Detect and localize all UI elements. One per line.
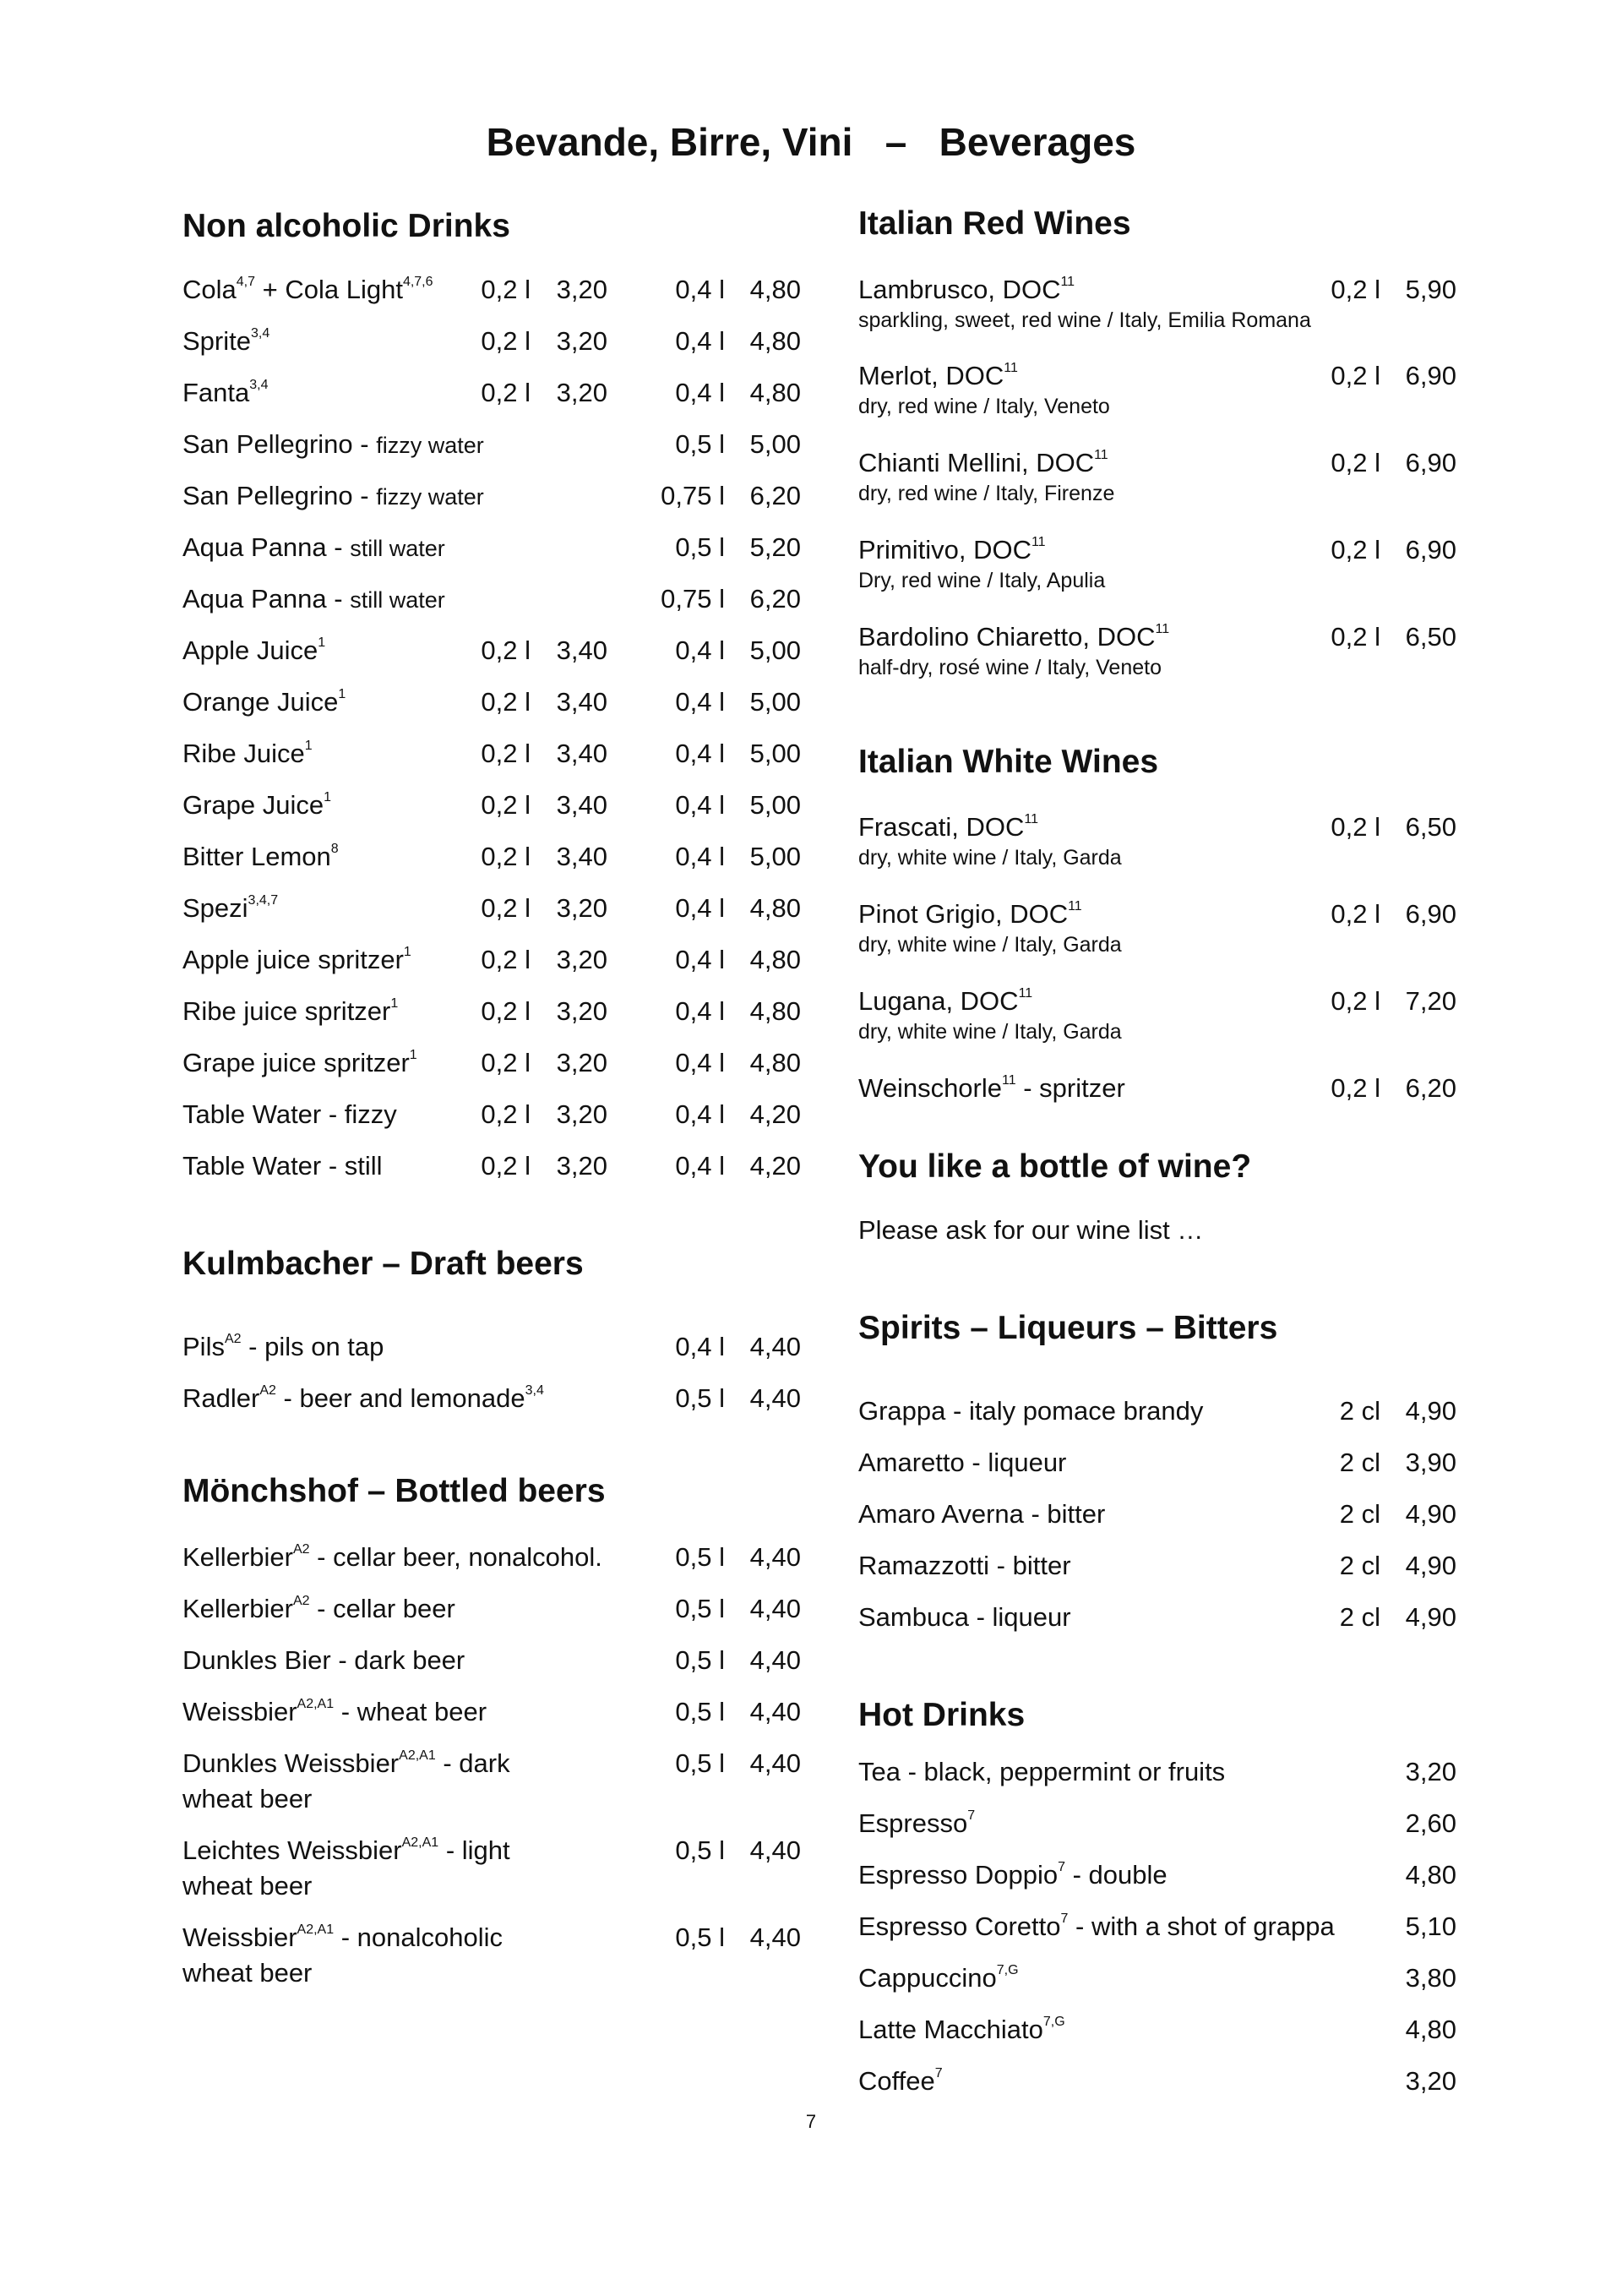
item-price: 6,90 (1405, 361, 1456, 390)
wine-list-note: Please ask for our wine list … (858, 1215, 1204, 1245)
menu-item (182, 1330, 808, 1371)
menu-item (182, 1834, 808, 1910)
item-description: dry, red wine / Italy, Firenze (858, 482, 1115, 505)
item-name-continued: wheat beer (182, 1958, 313, 1988)
item-price: 4,40 (749, 1645, 801, 1675)
item-name: Kellerbier$^{A2}$ - cellar beer, nonalcohol. (182, 1542, 602, 1572)
item-price-small: 3,20 (556, 996, 607, 1026)
menu-item (858, 533, 1467, 601)
item-capacity: 2 cl (1339, 1448, 1380, 1477)
item-name: Ribe Juice$^1$ (182, 739, 313, 768)
item-name: Weissbier$^{A2,A1}$ - nonalcoholic (182, 1922, 503, 1952)
item-price: 4,40 (749, 1594, 801, 1623)
item-price: 4,40 (749, 1697, 801, 1726)
item-price-large: 4,80 (749, 996, 801, 1026)
item-price: 6,20 (749, 481, 801, 510)
item-description: dry, white wine / Italy, Garda (858, 846, 1122, 870)
item-capacity: 0,2 l (1331, 899, 1380, 929)
item-price-small: 3,40 (556, 739, 607, 768)
item-capacity-small: 0,2 l (481, 945, 531, 974)
item-capacity: 0,2 l (1331, 361, 1380, 390)
item-capacity: 0,4 l (675, 1332, 725, 1361)
menu-item (182, 1592, 808, 1633)
menu-item (858, 1910, 1467, 1950)
item-capacity-large: 0,4 l (675, 790, 725, 820)
item-name: Orange Juice$^1$ (182, 687, 346, 717)
item-price-large: 4,80 (749, 378, 801, 407)
item-price: 3,20 (1405, 1757, 1456, 1786)
item-name: Grappa - italy pomace brandy (858, 1396, 1204, 1426)
menu-item (182, 479, 808, 520)
item-name: Frascati, DOC$^{11}$ (858, 812, 1038, 842)
item-price-large: 5,00 (749, 842, 801, 871)
item-capacity-small: 0,2 l (481, 739, 531, 768)
item-price-small: 3,20 (556, 378, 607, 407)
item-capacity: 2 cl (1339, 1499, 1380, 1529)
item-capacity: 0,5 l (675, 532, 725, 562)
item-name: Espresso$^7$ (858, 1808, 976, 1838)
item-name: Grape juice spritzer$^1$ (182, 1048, 417, 1077)
menu-item (858, 2064, 1467, 2105)
item-name: Coffee$^7$ (858, 2066, 943, 2096)
menu-item (858, 897, 1467, 965)
item-description: Dry, red wine / Italy, Apulia (858, 569, 1106, 592)
item-name: Fanta$^{3,4}$ (182, 378, 269, 407)
menu-item (858, 1497, 1467, 1538)
menu-item (182, 737, 808, 777)
menu-item (858, 1858, 1467, 1899)
menu-item (858, 359, 1467, 427)
menu-item (182, 685, 808, 726)
item-price: 6,50 (1405, 812, 1456, 842)
item-capacity-large: 0,4 l (675, 893, 725, 923)
section-title-non-alcoholic: Non alcoholic Drinks (182, 208, 510, 244)
item-name: Tea - black, peppermint or fruits (858, 1757, 1226, 1786)
item-name: Espresso Doppio$^7$ - double (858, 1860, 1168, 1890)
menu-item (182, 943, 808, 984)
item-capacity-small: 0,2 l (481, 842, 531, 871)
item-price-large: 4,80 (749, 945, 801, 974)
item-capacity: 0,2 l (1331, 1073, 1380, 1103)
item-capacity: 2 cl (1339, 1396, 1380, 1426)
item-description: dry, white wine / Italy, Garda (858, 1020, 1122, 1044)
item-capacity-large: 0,4 l (675, 739, 725, 768)
item-capacity-small: 0,2 l (481, 378, 531, 407)
item-name: Spezi$^{3,4,7}$ (182, 893, 279, 923)
item-description: dry, white wine / Italy, Garda (858, 933, 1122, 957)
menu-item (858, 810, 1467, 878)
item-name: Primitivo, DOC$^{11}$ (858, 535, 1046, 564)
menu-item (182, 1541, 808, 1581)
item-capacity-small: 0,2 l (481, 635, 531, 665)
item-name: Latte Macchiato$^{7,G}$ (858, 2015, 1065, 2044)
menu-item (182, 376, 808, 417)
page-number: 7 (805, 2111, 817, 2132)
item-price: 4,40 (749, 1835, 801, 1865)
item-price-large: 4,20 (749, 1151, 801, 1181)
item-capacity: 0,5 l (675, 1594, 725, 1623)
menu-item (182, 840, 808, 881)
menu-item (182, 273, 808, 314)
item-name: Amaretto - liqueur (858, 1448, 1067, 1477)
item-capacity-large: 0,4 l (675, 635, 725, 665)
item-name: Bardolino Chiaretto, DOC$^{11}$ (858, 622, 1170, 652)
item-capacity-small: 0,2 l (481, 326, 531, 356)
item-capacity: 0,5 l (675, 1748, 725, 1778)
item-capacity: 0,5 l (675, 429, 725, 459)
item-price-large: 4,80 (749, 893, 801, 923)
item-price-small: 3,20 (556, 275, 607, 304)
item-capacity: 0,2 l (1331, 986, 1380, 1016)
item-price: 3,20 (1405, 2066, 1456, 2096)
item-price-small: 3,20 (556, 1151, 607, 1181)
item-name: Espresso Coretto$^7$ - with a shot of grappa (858, 1912, 1335, 1941)
menu-item (182, 1921, 808, 1997)
item-capacity-large: 0,4 l (675, 1151, 725, 1181)
item-name: Weinschorle$^{11}$ - spritzer (858, 1073, 1125, 1103)
item-price: 4,80 (1405, 1860, 1456, 1890)
item-name-continued: wheat beer (182, 1784, 313, 1813)
item-price-small: 3,40 (556, 635, 607, 665)
section-title-hot-drinks: Hot Drinks (858, 1697, 1026, 1733)
item-capacity: 0,2 l (1331, 812, 1380, 842)
item-price: 5,20 (749, 532, 801, 562)
section-title-bottled-beers: Mönchshof – Bottled beers (182, 1473, 606, 1509)
item-capacity-small: 0,2 l (481, 996, 531, 1026)
item-name: Merlot, DOC$^{11}$ (858, 361, 1018, 390)
item-name: Grape Juice$^1$ (182, 790, 332, 820)
menu-item (858, 273, 1467, 341)
item-capacity: 0,5 l (675, 1383, 725, 1413)
item-price: 6,90 (1405, 535, 1456, 564)
item-capacity-large: 0,4 l (675, 996, 725, 1026)
item-name: Radler$^{A2}$ - beer and lemonade$^{3,4}$ (182, 1383, 544, 1413)
item-price: 4,90 (1405, 1396, 1456, 1426)
item-name: Dunkles Weissbier$^{A2,A1}$ - dark (182, 1748, 510, 1778)
menu-item (858, 1755, 1467, 1796)
item-capacity-large: 0,4 l (675, 378, 725, 407)
item-price-large: 4,80 (749, 1048, 801, 1077)
page-title: Bevande, Birre, Vini – Beverages (486, 120, 1136, 164)
item-price-small: 3,40 (556, 842, 607, 871)
section-title-white-wines: Italian White Wines (858, 744, 1159, 780)
menu-item (182, 582, 808, 623)
menu-item (182, 634, 808, 674)
item-price: 6,90 (1405, 899, 1456, 929)
item-name: Sambuca - liqueur (858, 1602, 1071, 1632)
item-name: Apple juice spritzer$^1$ (182, 945, 411, 974)
item-name: Apple Juice$^1$ (182, 635, 326, 665)
item-name: Sprite$^{3,4}$ (182, 326, 270, 356)
item-price: 4,90 (1405, 1551, 1456, 1580)
item-capacity: 0,2 l (1331, 275, 1380, 304)
item-price-large: 5,00 (749, 739, 801, 768)
menu-item (182, 1747, 808, 1823)
menu-item (858, 1807, 1467, 1847)
menu-item (182, 1046, 808, 1087)
item-price-small: 3,20 (556, 1099, 607, 1129)
item-capacity-small: 0,2 l (481, 1151, 531, 1181)
item-name: Ribe juice spritzer$^1$ (182, 996, 399, 1026)
menu-item (182, 531, 808, 571)
menu-item (858, 1446, 1467, 1486)
item-capacity-large: 0,4 l (675, 1048, 725, 1077)
item-capacity-small: 0,2 l (481, 687, 531, 717)
menu-item (858, 1549, 1467, 1590)
menu-item (858, 2013, 1467, 2053)
item-price: 6,20 (1405, 1073, 1456, 1103)
item-price-large: 4,80 (749, 326, 801, 356)
item-capacity-small: 0,2 l (481, 893, 531, 923)
item-description: sparkling, sweet, red wine / Italy, Emilia Romana (858, 308, 1311, 332)
section-title-spirits: Spirits – Liqueurs – Bitters (858, 1310, 1278, 1346)
item-capacity-small: 0,2 l (481, 275, 531, 304)
item-price-small: 3,20 (556, 1048, 607, 1077)
menu-item (182, 1098, 808, 1138)
item-price-small: 3,20 (556, 945, 607, 974)
item-name: Table Water - fizzy (182, 1099, 397, 1129)
item-name: Table Water - still (182, 1151, 383, 1181)
item-capacity: 0,75 l (661, 584, 725, 614)
item-price: 6,90 (1405, 448, 1456, 477)
item-price-large: 4,20 (749, 1099, 801, 1129)
item-price: 4,80 (1405, 2015, 1456, 2044)
item-name: San Pellegrino - fizzy water (182, 429, 484, 459)
item-capacity-small: 0,2 l (481, 1048, 531, 1077)
item-price-large: 5,00 (749, 635, 801, 665)
item-name: Amaro Averna - bitter (858, 1499, 1106, 1529)
item-price: 4,90 (1405, 1602, 1456, 1632)
item-name: Cola$^{4,7}$ + Cola Light$^{4,7,6}$ (182, 275, 433, 304)
item-price-large: 4,80 (749, 275, 801, 304)
section-title-red-wines: Italian Red Wines (858, 205, 1131, 242)
item-name: Pils$^{A2}$ - pils on tap (182, 1332, 384, 1361)
section-title-draft-beers: Kulmbacher – Draft beers (182, 1246, 584, 1282)
item-name-continued: wheat beer (182, 1871, 313, 1901)
item-name: San Pellegrino - fizzy water (182, 481, 484, 510)
item-price: 4,40 (749, 1383, 801, 1413)
item-name: Lugana, DOC$^{11}$ (858, 986, 1033, 1016)
menu-item (858, 984, 1467, 1052)
item-price: 5,00 (749, 429, 801, 459)
menu-item (182, 788, 808, 829)
item-capacity: 0,5 l (675, 1697, 725, 1726)
item-capacity-small: 0,2 l (481, 790, 531, 820)
item-price: 4,40 (749, 1748, 801, 1778)
item-capacity-large: 0,4 l (675, 842, 725, 871)
item-price: 4,40 (749, 1332, 801, 1361)
item-capacity: 0,5 l (675, 1835, 725, 1865)
menu-item (182, 1644, 808, 1684)
item-price: 3,80 (1405, 1963, 1456, 1993)
menu-item (858, 446, 1467, 514)
item-name: Aqua Panna - still water (182, 532, 445, 562)
item-capacity-small: 0,2 l (481, 1099, 531, 1129)
item-price: 4,40 (749, 1542, 801, 1572)
item-capacity-large: 0,4 l (675, 687, 725, 717)
item-price: 3,90 (1405, 1448, 1456, 1477)
menu-item (182, 995, 808, 1035)
item-capacity-large: 0,4 l (675, 326, 725, 356)
item-capacity: 2 cl (1339, 1602, 1380, 1632)
item-capacity-large: 0,4 l (675, 275, 725, 304)
item-capacity: 0,2 l (1331, 535, 1380, 564)
item-capacity: 0,5 l (675, 1922, 725, 1952)
menu-item (858, 1394, 1467, 1435)
item-name: Cappuccino$^{7,G}$ (858, 1963, 1019, 1993)
item-capacity: 0,2 l (1331, 622, 1380, 652)
item-price: 6,20 (749, 584, 801, 614)
item-price-small: 3,40 (556, 790, 607, 820)
menu-item (182, 324, 808, 365)
item-name: Lambrusco, DOC$^{11}$ (858, 275, 1075, 304)
menu-item (858, 1601, 1467, 1641)
menu-item (182, 1149, 808, 1190)
item-name: Ramazzotti - bitter (858, 1551, 1071, 1580)
item-price: 4,90 (1405, 1499, 1456, 1529)
item-price-large: 5,00 (749, 687, 801, 717)
item-price: 6,50 (1405, 622, 1456, 652)
item-price: 5,90 (1405, 275, 1456, 304)
menu-item (858, 1072, 1467, 1112)
item-capacity: 0,2 l (1331, 448, 1380, 477)
item-capacity: 2 cl (1339, 1551, 1380, 1580)
menu-item (182, 1382, 808, 1422)
item-price-small: 3,40 (556, 687, 607, 717)
item-name: Dunkles Bier - dark beer (182, 1645, 465, 1675)
item-description: dry, red wine / Italy, Veneto (858, 395, 1110, 418)
item-price: 2,60 (1405, 1808, 1456, 1838)
item-price-large: 5,00 (749, 790, 801, 820)
item-capacity: 0,5 l (675, 1645, 725, 1675)
item-name: Leichtes Weissbier$^{A2,A1}$ - light (182, 1835, 510, 1865)
menu-item (182, 1695, 808, 1736)
item-price: 4,40 (749, 1922, 801, 1952)
menu-item (182, 428, 808, 468)
item-price-small: 3,20 (556, 893, 607, 923)
item-capacity-large: 0,4 l (675, 1099, 725, 1129)
section-title-wine-bottle: You like a bottle of wine? (858, 1148, 1252, 1185)
item-name: Bitter Lemon$^8$ (182, 842, 339, 871)
item-name: Chianti Mellini, DOC$^{11}$ (858, 448, 1108, 477)
item-price: 7,20 (1405, 986, 1456, 1016)
item-price: 5,10 (1405, 1912, 1456, 1941)
item-capacity: 0,5 l (675, 1542, 725, 1572)
menu-item (182, 892, 808, 932)
item-name: Kellerbier$^{A2}$ - cellar beer (182, 1594, 455, 1623)
item-capacity-large: 0,4 l (675, 945, 725, 974)
item-capacity: 0,75 l (661, 481, 725, 510)
menu-item (858, 620, 1467, 688)
item-name: Weissbier$^{A2,A1}$ - wheat beer (182, 1697, 487, 1726)
item-price-small: 3,20 (556, 326, 607, 356)
item-description: half-dry, rosé wine / Italy, Veneto (858, 656, 1162, 679)
menu-item (858, 1961, 1467, 2002)
item-name: Aqua Panna - still water (182, 584, 445, 614)
item-name: Pinot Grigio, DOC$^{11}$ (858, 899, 1082, 929)
